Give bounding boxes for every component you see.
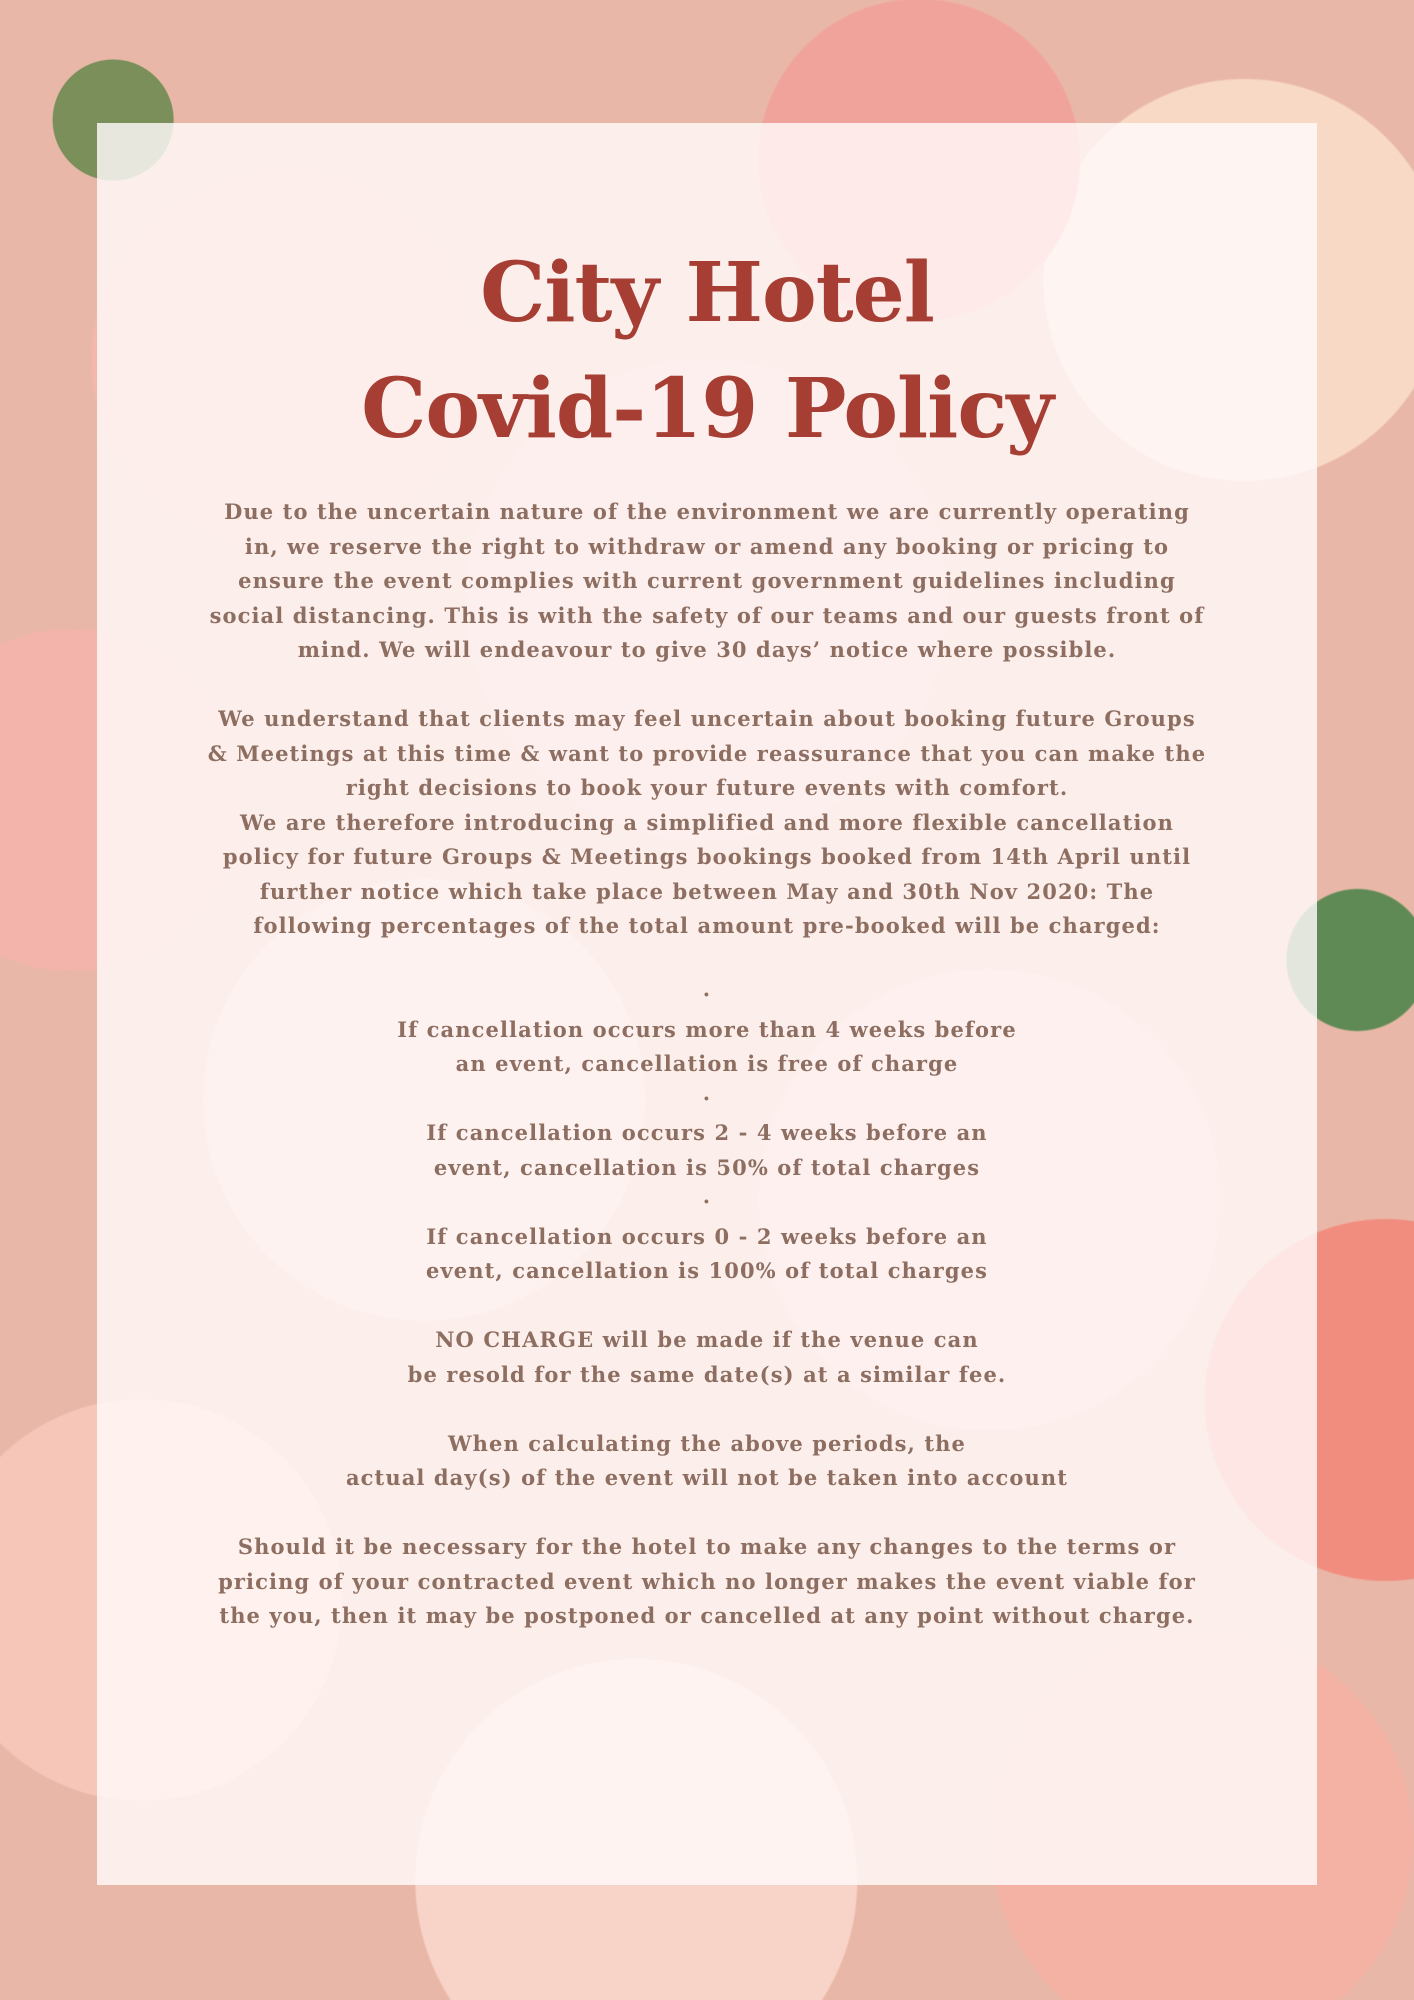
introducing-paragraph bbox=[187, 806, 1227, 944]
text-line: social distancing. This is with the safety of our teams and our guests front of bbox=[209, 602, 1205, 628]
text-line: pricing of your contracted event which no longer makes the event viable for bbox=[218, 1568, 1196, 1594]
text-line: further notice which take place between May and 30th Nov 2020: The bbox=[259, 878, 1155, 904]
changes-paragraph bbox=[187, 1530, 1227, 1634]
bullet-dot: · bbox=[702, 982, 712, 1007]
text-line: be resold for the same date(s) at a similar fee. bbox=[407, 1361, 1007, 1387]
text-line: event, cancellation is 100% of total charges bbox=[425, 1258, 988, 1283]
understand-paragraph bbox=[187, 702, 1227, 806]
cancellation-rule-2 bbox=[187, 1116, 1227, 1185]
calculating-note bbox=[187, 1427, 1227, 1496]
text-line: Should it be necessary for the hotel to make any changes to the terms or bbox=[237, 1534, 1177, 1559]
text-line: actual day(s) of the event will not be taken into account bbox=[345, 1465, 1069, 1490]
text-line: an event, cancellation is free of charge bbox=[455, 1051, 959, 1076]
no-charge-note bbox=[187, 1323, 1227, 1392]
text-line: policy for future Groups & Meetings bookings booked from 14th April until bbox=[222, 844, 1192, 869]
spacer bbox=[187, 1392, 1227, 1427]
text-line: right decisions to book your future events with comfort. bbox=[345, 775, 1069, 800]
text-line: ensure the event complies with current government guidelines including bbox=[238, 568, 1176, 593]
spacer bbox=[187, 1289, 1227, 1324]
text-line: When calculating the above periods, the bbox=[447, 1430, 966, 1456]
text-line: & Meetings at this time & want to provide reassurance that you can make the bbox=[207, 740, 1207, 766]
text-line: Due to the uncertain nature of the environment we are currently operating bbox=[224, 499, 1190, 524]
policy-body bbox=[187, 495, 1227, 1634]
text-line: If cancellation occurs 0 - 2 weeks before an bbox=[426, 1223, 988, 1249]
text-line: mind. We will endeavour to give 30 days’ notice where possible. bbox=[297, 637, 1117, 662]
cancellation-rule-1 bbox=[187, 1013, 1227, 1082]
text-line: following percentages of the total amount pre-booked will be charged: bbox=[253, 913, 1161, 938]
page-title bbox=[97, 235, 1317, 467]
text-line: event, cancellation is 50% of total charges bbox=[433, 1154, 981, 1180]
text-line: If cancellation occurs 2 - 4 weeks before an bbox=[426, 1120, 988, 1145]
text-line: If cancellation occurs more than 4 weeks before bbox=[397, 1016, 1017, 1042]
bullet-dot: · bbox=[702, 1085, 712, 1111]
policy-panel bbox=[97, 123, 1317, 1885]
text-line: NO CHARGE will be made if the venue can bbox=[435, 1327, 979, 1352]
intro-paragraph bbox=[187, 495, 1227, 668]
text-line: We understand that clients may feel uncertain about booking future Groups bbox=[218, 706, 1196, 731]
text-line: in, we reserve the right to withdraw or amend any booking or pricing to bbox=[244, 533, 1170, 559]
spacer bbox=[187, 668, 1227, 703]
cancellation-rule-3 bbox=[187, 1220, 1227, 1289]
text-line: the you, then it may be postponed or cancelled at any point without charge. bbox=[219, 1603, 1195, 1628]
text-line: We are therefore introducing a simplified and more flexible cancellation bbox=[240, 809, 1174, 835]
title-line-1: City Hotel bbox=[480, 245, 934, 341]
bullet-dot: · bbox=[702, 1189, 712, 1214]
spacer bbox=[187, 1496, 1227, 1531]
title-line-2: Covid-19 Policy bbox=[361, 361, 1053, 457]
spacer bbox=[187, 944, 1227, 979]
